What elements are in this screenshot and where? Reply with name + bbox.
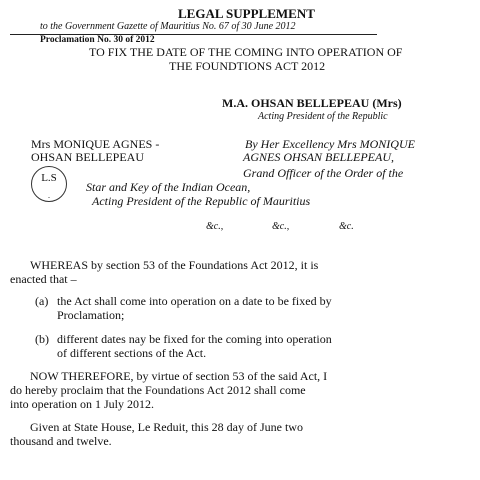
heading-line-2: THE FOUNDTIONS ACT 2012: [169, 59, 326, 73]
item-b-line-2: of different sections of the Act.: [57, 346, 207, 360]
now-therefore-line-3: into operation on 1 July 2012.: [10, 397, 154, 411]
signatory-name: M.A. OHSAN BELLEPEAU (Mrs): [222, 96, 402, 110]
supplement-title: LEGAL SUPPLEMENT: [178, 6, 315, 21]
preamble-right-line-2: AGNES OHSAN BELLEPEAU,: [243, 150, 394, 164]
item-b-label: (b): [35, 332, 49, 346]
preamble-right-line-1: By Her Excellency Mrs MONIQUE: [245, 137, 415, 151]
etc-1: &c.,: [206, 221, 224, 232]
item-a-label: (a): [35, 294, 49, 308]
item-b-line-1: different dates nay be fixed for the coming into operation: [57, 332, 332, 346]
whereas-line-1: WHEREAS by section 53 of the Foundations Act 2012, it is: [30, 258, 319, 272]
now-therefore-line-1: NOW THEREFORE, by virtue of section 53 of the said Act, I: [30, 369, 328, 383]
preamble-line-4: Star and Key of the Indian Ocean,: [86, 180, 251, 194]
etc-3: &c.: [339, 221, 354, 232]
item-a-line-2: Proclamation;: [57, 308, 125, 322]
preamble-left-line-1: Mrs MONIQUE AGNES -: [31, 137, 160, 151]
given-line-2: thousand and twelve.: [10, 434, 112, 448]
seal-dot: .: [48, 191, 50, 200]
whereas-line-2: enacted that –: [10, 272, 77, 286]
item-a-line-1: the Act shall come into operation on a date to be fixed by: [57, 294, 332, 308]
preamble-line-5: Acting President of the Republic of Mauritius: [92, 194, 311, 208]
preamble-right-line-3: Grand Officer of the Order of the: [243, 166, 404, 180]
etc-2: &c.,: [272, 221, 290, 232]
gazette-reference: to the Government Gazette of Mauritius No. 67 of 30 June 2012: [40, 21, 296, 32]
signatory-role: Acting President of the Republic: [258, 111, 388, 122]
seal-stamp: [31, 166, 67, 202]
proclamation-number: Proclamation No. 30 of 2012: [40, 35, 155, 45]
now-therefore-line-2: do hereby proclaim that the Foundations Act 2012 shall come: [10, 383, 306, 397]
given-line-1: Given at State House, Le Reduit, this 28 day of June two: [30, 420, 303, 434]
heading-line-1: TO FIX THE DATE OF THE COMING INTO OPERATION OF: [89, 45, 403, 59]
seal-label: L.S: [41, 172, 57, 184]
preamble-left-line-2: OHSAN BELLEPEAU: [31, 150, 144, 164]
